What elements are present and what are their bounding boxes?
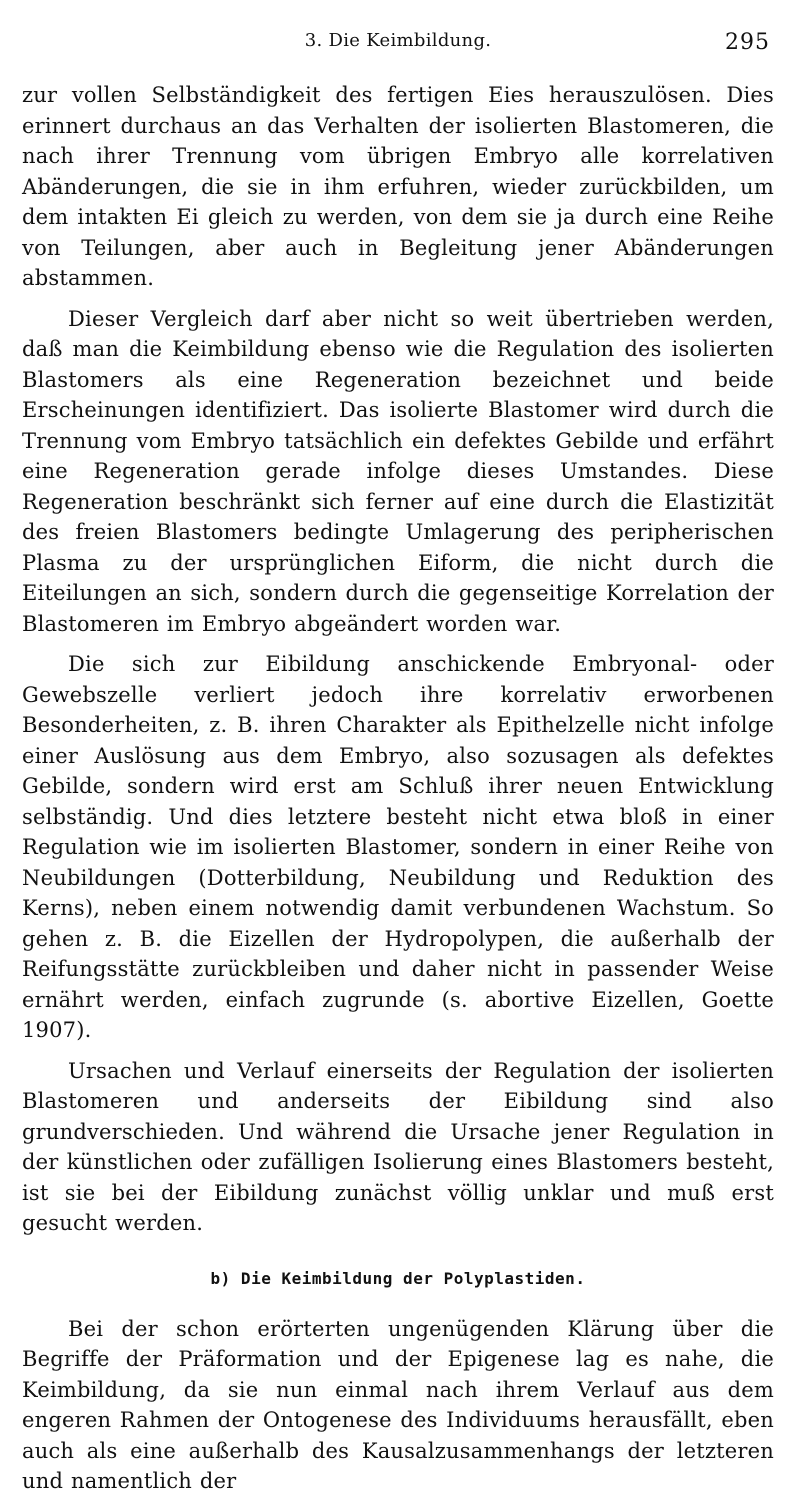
section-subheading: b) Die Keimbildung der Polyplastiden. bbox=[210, 1268, 586, 1288]
paragraph-causes: Ursachen und Verlauf einerseits der Regulation der isolierten Blastomeren und anderseits der Eibildung sind also grundverschieden. Und während die Ursache jener Regulation in der künstlichen oder zufälligen Isolierung eines Blastomers besteht, ist sie bei der Eibildung zunächst völlig unklar und muß erst gesucht werden. bbox=[22, 1058, 774, 1235]
page-number: 295 bbox=[725, 30, 770, 55]
paragraph-egg-formation: Die sich zur Eibildung anschickende Embryonal- oder Gewebszelle verliert jedoch ihre korrelativ erworbenen Besonderheiten, z. B. ihren Charakter als Epithelzelle nicht infolge einer Auslösung aus dem Embryo, also sozusagen als defektes Gebilde, sondern wird erst am Schluß ihrer neuen Entwicklung selbständig. Und dies letztere besteht nicht etwa bloß in einer Regulation wie im isolierten Blastomer, sondern in einer Reihe von Neubildungen (Dotterbildung, Neubildung und Reduktion des Kerns), neben einem notwendig damit verbundenen Wachstum. So gehen z. B. die Eizellen der Hydropolypen, die außerhalb der Reifungsstätte zurückbleiben und daher nicht in passender Weise ernährt werden, einfach zugrunde (s. abortive Eizellen, Goette 1907). bbox=[22, 652, 774, 1042]
running-head bbox=[22, 26, 774, 58]
running-title: 3. Die Keimbildung. bbox=[304, 30, 492, 51]
paragraph-polyplastids: Bei der schon erörterten ungenügenden Klärung über die Begriffe der Präformation und der Epigenese lag es nahe, die Keimbildung, da sie nun einmal nach ihrem Verlauf aus dem engeren Rahmen der Ontogenese des Individuums herausfällt, eben auch als eine außerhalb des Kausalzusammenhangs der letzteren und namentlich der bbox=[22, 1316, 774, 1493]
paragraph-comparison: Dieser Vergleich darf aber nicht so weit übertrieben werden, daß man die Keimbildung ebenso wie die Regulation des isolierten Blastomers als eine Regeneration bezeichnet und beide Erscheinungen identifiziert. Das isolierte Blastomer wird durch die Trennung vom Embryo tatsächlich ein defektes Gebilde und erfährt eine Regeneration gerade infolge dieses Umstandes. Diese Regeneration beschränkt sich ferner auf eine durch die Elastizität des freien Blastomers bedingte Umlagerung des peripherischen Plasma zu der ursprünglichen Eiform, die nicht durch die Eiteilungen an sich, sondern durch die gegenseitige Korrelation der Blastomeren im Embryo abgeändert worden war. bbox=[22, 306, 774, 636]
body-text bbox=[22, 80, 774, 1497]
book-page bbox=[22, 26, 774, 1497]
paragraph-continuation: zur vollen Selbständigkeit des fertigen Eies herauszulösen. Dies erinnert durchaus an das Verhalten der isolierten Blastomeren, die nach ihrer Trennung vom übrigen Embryo alle korrelativen Abänderungen, die sie in ihm erfuhren, wieder zurückbilden, um dem intakten Ei gleich zu werden, von dem sie ja durch eine Reihe von Teilungen, aber auch in Begleitung jener Abänderungen abstammen. bbox=[22, 83, 774, 290]
